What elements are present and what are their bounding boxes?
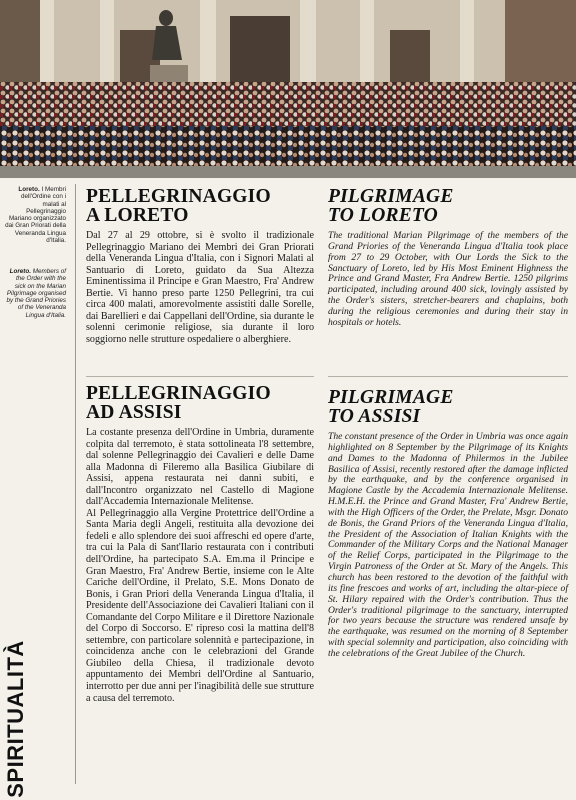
title-line-2: TO LORETO [328, 205, 438, 226]
title-line-1: PILGRIMAGE [328, 186, 454, 207]
group-photo [0, 0, 576, 178]
caption-english-title: Loreto. [9, 268, 31, 275]
article-assisi-english-body: The constant presence of the Order in Umbria was once again highlighted on 8 September by the Pilgrimage of its Knights and Dames to the Madonna of Philermos in the Jubilee Basilica of Assisi, recently restored after the damage inflicted by the earthquake, and by the conference organised in Magione Castle by the Accademia Internazionale Melitense. H.M.E.H. the Prince and Grand Master, Fra' Andrew Bertie, with the High Officers of the Order, the Prelate, Msgr. Donato de Bonis, the Grand Priors of the Veneranda Lingua d'Italia, the President of the Association of Italian Knights with the Commander of the Military Corps and the National Manager of the Relief Corps, participated in the Pilgrimage to the Virgin Patroness of the Order at St. Mary of the Angels. This church has been restored to the devotion of the faithful with its fine frescoes and works of art, including the altar-piece of St. Hilary repaired with the Order's contribution. Thus the Order's traditional pilgrimage to the sanctuary, interrupted for two years because the structure was rendered unsafe by the earthquake, was resumed on the morning of 8 September with special solemnity and participation, also coinciding with the celebrations of the Great Jubilee of the Church. [328, 431, 568, 659]
article-assisi-italian-body-2: Al Pellegrinaggio alla Vergine Protettrice dell'Ordine a Santa Maria degli Angeli, restituita alla devozione dei fedeli e allo splendore dei suoi affreschi ed opere d'arte, tra cui la Pala di Sant'Ilario restaurata con i contributi dell'Ordine, ha partecipato S.A. Em.ma il Principe e Gran Maestro, Fra' Andrew Bertie, insieme con le Alte Cariche dell'Ordine, il Prelato, S.E. Mons Donato de Bonis, i Gran Priori della Veneranda Lingua d'Italia, il Presidente dell'Associazione dei Cavalieri Italiani con il Comandante del Corpo Militare e il Direttore Nazionale del Corpo di Soccorso. E' ripreso così la mattina dell'8 settembre, con particolare solennità e partecipazione, in coincidenza anche con le celebrazioni del Grande Giubileo della Chiesa, il tradizionale devoto appuntamento dei Membri dell'Ordine al Santuario, interrotto per due anni per l'inagibilità delle sue strutture a causa del terremoto. [86, 507, 314, 704]
article-loreto-italian [86, 187, 314, 345]
article-assisi-italian-title [86, 384, 314, 422]
title-line-2: TO ASSISI [328, 406, 421, 427]
article-loreto-italian-title [86, 187, 314, 225]
photo-caption-english [4, 268, 66, 319]
article-assisi-italian [86, 384, 314, 704]
group-photo-illustration [0, 0, 576, 178]
title-line-1: PELLEGRINAGGIO [86, 186, 271, 207]
sidebar-divider [75, 184, 76, 784]
article-assisi-english-title [328, 388, 568, 426]
article-loreto-italian-body: Dal 27 al 29 ottobre, si è svolto il tradizionale Pellegrinaggio Mariano dei Membri dei Gran Priorati della Veneranda Lingua d'Italia, con i Signori Malati al Santuario di Loreto, guidato da Sua Altezza Eminentissima il Principe e Gran Maestro, Fra' Andrew Bertie. Vi hanno preso parte 1250 Pellegrini, tra cui circa 400 malati, amorevolmente assistiti dalle Sorelle, dai Barellieri e dai Cappellani dell'Ordine, sia durante le solenni cerimonie religiose, sia durante il loro soggiorno nelle strutture ospedaliere o alberghiere. [86, 230, 314, 345]
article-assisi-english [328, 388, 568, 660]
photo-caption-italian [4, 186, 66, 244]
article-assisi-italian-body: La costante presenza dell'Ordine in Umbria, duramente colpita dal terremoto, è stata sottolineata l'8 settembre, dal solenne Pellegrinaggio dei Cavalieri e delle Dame alla Madonna di Fileremo alla Basilica Giubilare di Assisi, appena restaurata nei danni subiti, e dall'Incontro organizzato nel Castello di Magione dall'Accademia Internazionale Melitense. [86, 427, 314, 508]
title-line-2: AD ASSISI [86, 402, 182, 423]
title-line-1: PILGRIMAGE [328, 387, 454, 408]
article-divider-italian [86, 376, 314, 377]
section-label-text: SPIRITUALITÀ [3, 640, 28, 798]
caption-italian-title: Loreto. [18, 186, 40, 193]
article-loreto-english [328, 187, 568, 329]
article-divider-english [328, 376, 568, 377]
article-loreto-english-body: The traditional Marian Pilgrimage of the members of the Grand Priories of the Veneranda Lingua d'Italia took place from 27 to 29 October, with Our Lords the Sick to the Sanctuary of Loreto, led by His Most Eminent Highness the Prince and Grand Master, Fra Andrew Bertie. 1250 pilgrims participated, including around 400 sick, lovingly assisted by the Order's sisters, stretcher-bearers and chaplains, both during the religious ceremonies and during their stay in hospitals or hotels. [328, 230, 568, 328]
title-line-2: A LORETO [86, 205, 189, 226]
section-label [2, 640, 30, 798]
article-loreto-english-title [328, 187, 568, 225]
caption-italian-text: I Membri dell'Ordine con i malati al Pellegrinaggio Mariano organizzato dai Gran Priorati della Veneranda Lingua d'Italia. [5, 186, 66, 245]
caption-english-text: Members of the Order with the sick on the Marian Pilgrimage organised by the Grand Priories of the Veneranda Lingua d'Italia. [6, 268, 66, 319]
title-line-1: PELLEGRINAGGIO [86, 383, 271, 404]
